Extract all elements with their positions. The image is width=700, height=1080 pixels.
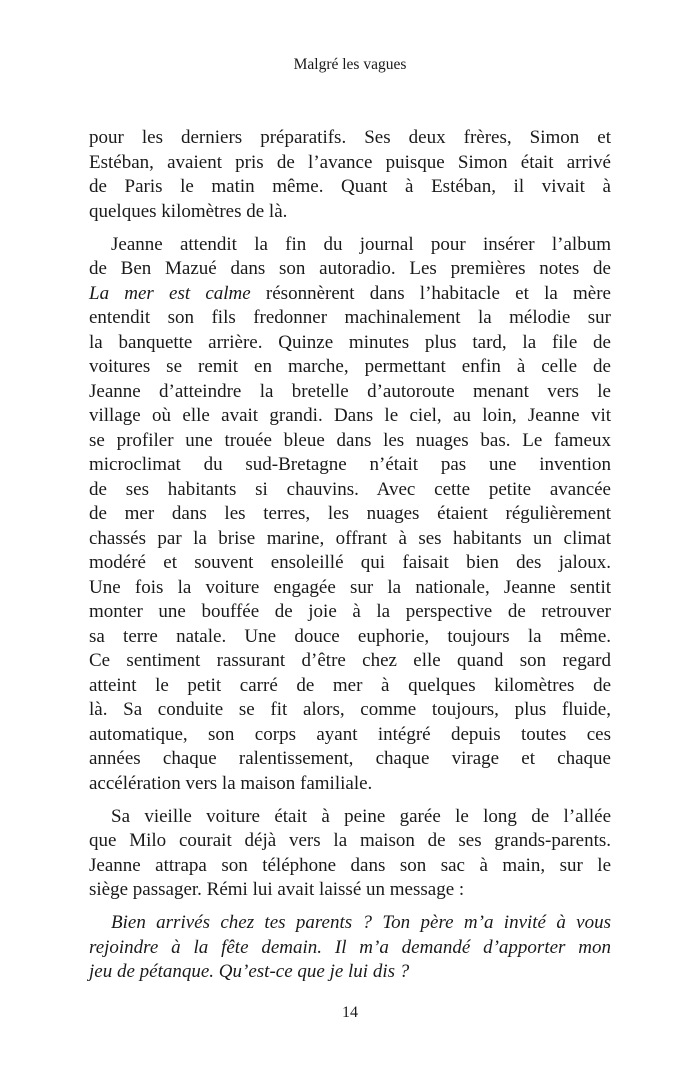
paragraph xyxy=(89,126,611,224)
text-line: Jeanne attrapa son téléphone dans son sac à main, sur le xyxy=(89,854,611,876)
paragraph xyxy=(89,805,611,903)
text-line: atteint le petit carré de mer à quelques kilomètres de xyxy=(89,674,611,696)
text-line: de mer dans les terres, les nuages étaient régulièrement xyxy=(89,503,611,524)
text-line: quelques kilomètres de là. xyxy=(89,200,288,222)
paragraph xyxy=(89,233,611,797)
text-line: que Milo courait déjà vers la maison de ses grands-parents. xyxy=(89,830,611,851)
text-line: voitures se remit en marche, permettant enfin à celle de xyxy=(89,356,611,377)
text-line: années chaque ralentissement, chaque virage et chaque xyxy=(89,748,611,769)
quoted-message-paragraph xyxy=(89,911,611,985)
text-line: chassés par la brise marine, offrant à ses habitants un climat xyxy=(89,527,611,549)
text-line: microclimat du sud-Bretagne n’était pas une invention xyxy=(89,454,611,475)
text-line: la banquette arrière. Quinze minutes plus tard, la file de xyxy=(89,331,611,353)
text-line: automatique, son corps ayant intégré depuis toutes ces xyxy=(89,723,611,745)
text-line: là. Sa conduite se fit alors, comme toujours, plus fluide, xyxy=(89,699,611,720)
song-title: La mer est calme xyxy=(89,282,251,304)
text-line: modéré et souvent ensoleillé qui faisait bien des jaloux. xyxy=(89,552,611,573)
text-line: village où elle avait grandi. Dans le ciel, au loin, Jeanne vit xyxy=(89,405,611,426)
text-line: accélération vers la maison familiale. xyxy=(89,772,373,794)
text-line: Jeanne d’atteindre la bretelle d’autoroute menant vers le xyxy=(89,380,611,402)
text-line: Jeanne attendit la fin du journal pour insérer l’album xyxy=(111,233,611,255)
text-line: monter une bouffée de joie à la perspective de retrouver xyxy=(89,601,611,622)
text-line: de Paris le matin même. Quant à Estéban, il vivait à xyxy=(89,176,611,197)
text-line: rejoindre à la fête demain. Il m’a demandé d’apporter mon xyxy=(89,936,611,958)
text-line xyxy=(89,282,611,307)
text-line: entendit son fils fredonner machinalement la mélodie sur xyxy=(89,307,611,328)
text-line: de Ben Mazué dans son autoradio. Les premières notes de xyxy=(89,258,611,279)
text-line: Estéban, avaient pris de l’avance puisque Simon était arrivé xyxy=(89,151,611,173)
page-number: 14 xyxy=(342,1004,358,1021)
text-line: sa terre natale. Une douce euphorie, toujours la même. xyxy=(89,625,611,647)
text-line: pour les derniers préparatifs. Ses deux frères, Simon et xyxy=(89,127,611,148)
running-head: Malgré les vagues xyxy=(293,56,407,73)
text-segment: résonnèrent dans l’habitacle et la mère xyxy=(250,282,611,304)
text-line: se profiler une trouée bleue dans les nuages bas. Le fameux xyxy=(89,429,611,451)
text-line: Ce sentiment rassurant d’être chez elle quand son regard xyxy=(89,650,611,671)
text-line: siège passager. Rémi lui avait laissé un message : xyxy=(89,879,465,900)
text-line: de ses habitants si chauvins. Avec cette petite avancée xyxy=(89,478,611,500)
body-text xyxy=(89,126,611,985)
text-line: Sa vieille voiture était à peine garée le long de l’allée xyxy=(111,805,611,827)
text-line: jeu de pétanque. Qu’est-ce que je lui dis ? xyxy=(89,961,410,982)
text-line: Bien arrivés chez tes parents ? Ton père m’a invité à vous xyxy=(111,912,611,933)
text-line: Une fois la voiture engagée sur la nationale, Jeanne sentit xyxy=(89,576,611,598)
